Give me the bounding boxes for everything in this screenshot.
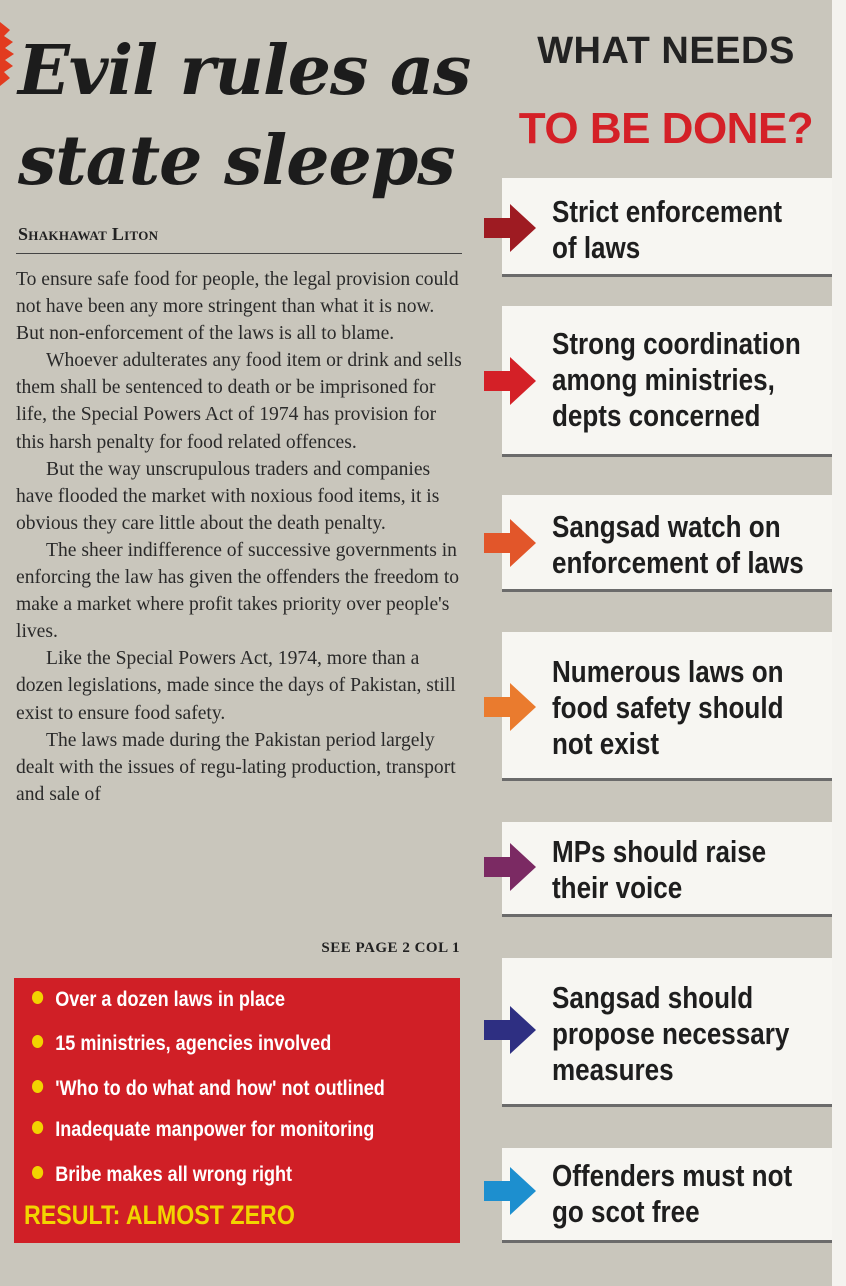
bullet-icon <box>32 1080 43 1093</box>
article-body <box>16 266 466 808</box>
starburst-decoration <box>0 22 14 86</box>
action-line: their voice <box>552 870 683 905</box>
action-line: Sangsad watch on <box>552 509 781 544</box>
action-card <box>502 1148 832 1243</box>
arrow-right-icon <box>480 1003 540 1057</box>
headline-line-1: Evil rules as <box>18 31 471 111</box>
bullet-icon <box>32 991 43 1004</box>
article-paragraph: Whoever adulterates any food item or drink and sells them shall be sentenced to death or be imprisoned for life, the Special Powers Act of 1974 has provision for this harsh penalty for food related offences. <box>16 350 462 453</box>
article-paragraph: Like the Special Powers Act, 1974, more than a dozen legislations, made since the days of Pakistan, still exist to ensure food safety. <box>16 648 456 724</box>
arrow-right-icon <box>480 201 540 255</box>
action-line: Numerous laws on <box>552 654 784 689</box>
action-line: Strict enforcement <box>552 194 783 229</box>
fact-item <box>32 1032 331 1056</box>
action-line: of laws <box>552 230 641 265</box>
sidebar-title-line-1: WHAT NEEDS <box>537 30 795 72</box>
fact-text: 15 ministries, agencies involved <box>55 1032 332 1055</box>
bullet-icon <box>32 1121 43 1134</box>
arrow-right-icon <box>480 354 540 408</box>
action-text <box>552 980 804 1088</box>
continuation-link[interactable]: SEE PAGE 2 COL 1 <box>321 940 460 956</box>
fact-item <box>32 1077 385 1101</box>
action-card <box>502 495 832 592</box>
action-card <box>502 632 832 781</box>
article-paragraph: The laws made during the Pakistan period largely dealt with the issues of regu-lating production, transport and sale of <box>16 729 456 805</box>
fact-text: Inadequate manpower for monitoring <box>55 1118 375 1141</box>
headline-line-2: state sleeps <box>18 121 455 201</box>
action-line: enforcement of laws <box>552 545 804 580</box>
action-card <box>502 178 832 277</box>
action-line: go scot free <box>552 1194 700 1229</box>
bullet-icon <box>32 1166 43 1179</box>
article-paragraph: The sheer indifference of successive governments in enforcing the law has given the offenders the freedom to make a market where profit takes priority over people's lives. <box>16 539 460 643</box>
fact-item <box>32 988 285 1012</box>
fact-item <box>32 1118 374 1142</box>
action-text <box>552 326 804 434</box>
result-text: RESULT: ALMOST ZERO <box>24 1200 295 1230</box>
action-line: Strong coordination <box>552 326 801 361</box>
article-paragraph: But the way unscrupulous traders and companies have flooded the market with noxious food items, it is obvious they care little about the death penalty. <box>16 458 440 534</box>
action-line: Sangsad should <box>552 980 754 1015</box>
action-line: among ministries, <box>552 362 775 397</box>
action-line: Offenders must not <box>552 1158 793 1193</box>
action-line: food safety should <box>552 690 784 725</box>
arrow-right-icon <box>480 516 540 570</box>
arrow-right-icon <box>480 840 540 894</box>
article-paragraph: To ensure safe food for people, the legal provision could not have been any more stringent than what it is now. But non-enforcement of the laws is all to blame. <box>16 269 459 345</box>
action-line: MPs should raise <box>552 834 767 869</box>
action-card <box>502 306 832 457</box>
action-text <box>552 654 804 762</box>
action-text <box>552 1158 804 1230</box>
action-line: not exist <box>552 726 660 761</box>
action-text <box>552 509 804 581</box>
fact-text: Over a dozen laws in place <box>55 988 286 1011</box>
byline: Shakhawat Liton <box>18 224 159 244</box>
arrow-right-icon <box>480 680 540 734</box>
byline-divider <box>16 253 462 254</box>
action-card <box>502 822 832 917</box>
action-text <box>552 834 804 906</box>
action-text <box>552 194 804 266</box>
action-line: measures <box>552 1052 674 1087</box>
arrow-right-icon <box>480 1164 540 1218</box>
sidebar-title-line-2: TO BE DONE? <box>518 104 814 153</box>
headline <box>18 26 478 206</box>
fact-text: Bribe makes all wrong right <box>55 1163 293 1186</box>
fact-item <box>32 1163 292 1187</box>
fact-text: 'Who to do what and how' not outlined <box>55 1077 385 1100</box>
bullet-icon <box>32 1035 43 1048</box>
action-line: depts concerned <box>552 398 761 433</box>
page-edge <box>832 0 846 1286</box>
action-card <box>502 958 832 1107</box>
facts-box <box>14 978 460 1243</box>
action-line: propose necessary <box>552 1016 790 1051</box>
